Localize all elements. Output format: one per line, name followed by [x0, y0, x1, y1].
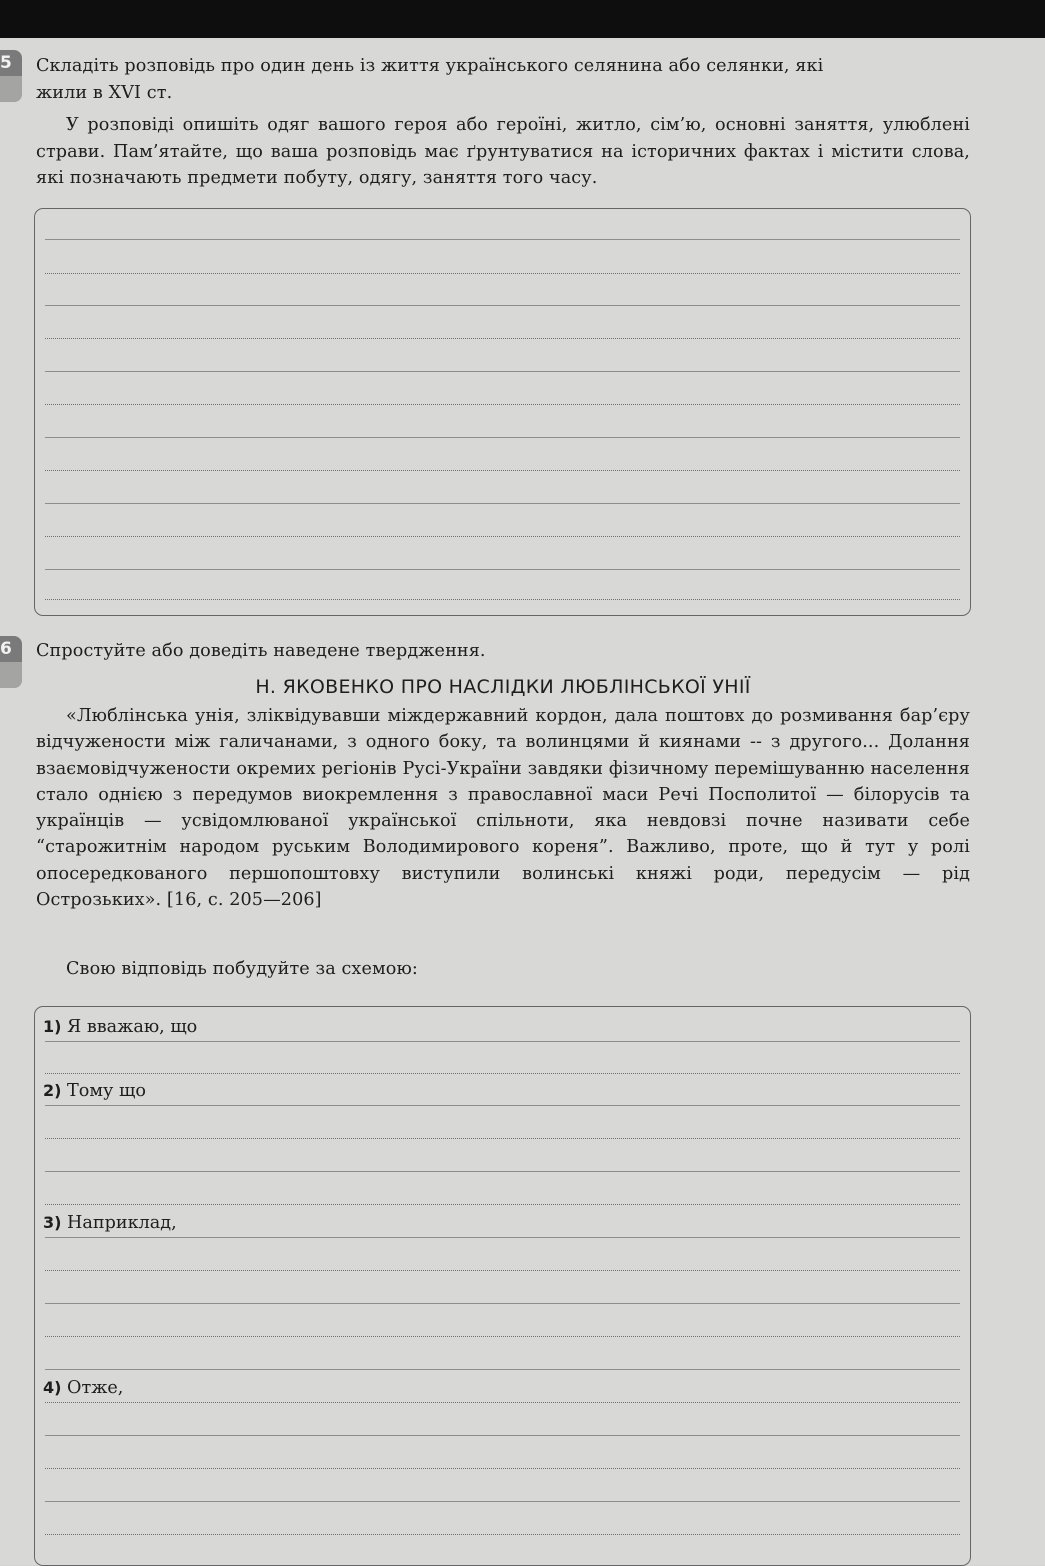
- answer-line: [45, 1237, 960, 1238]
- answer-line: [45, 569, 960, 570]
- task-6-instruction: Спростуйте або доведіть наведене твердження.: [36, 641, 486, 661]
- answer-line: [45, 404, 960, 405]
- answer-line: [45, 1138, 960, 1139]
- answer-line: [45, 1073, 960, 1074]
- answer-line: [45, 1468, 960, 1469]
- scheme-item-3: [43, 1213, 180, 1233]
- answer-line: [45, 1204, 960, 1205]
- scheme-item-2: [43, 1081, 149, 1101]
- quote-text: «Люблінська унія, зліквідувавши міждержавний кордон, дала поштовх до розмивання бар’єру відчужености між галичанами, з одного боку, та волинцями й киянами -- з другого... Долання взаємовідчужености окремих регіонів Русі-України завдяки фізичному перемішуванню населення стало однією з передумов виокремлення з православної маси Речі Посполитої — білорусів та українців — усвідомлюваної української спільноти, яка невдовзі почне називати себе “старожитнім народом руським Володимирового кореня”. Важливо, проте, що й тут у ролі опосередкованого першопоштовху виступили волинські княжі роди, передусім — рід Острозьких». [16, с. 205—206]: [36, 706, 970, 911]
- answer-line: [45, 371, 960, 372]
- task-marker-tab: [0, 662, 22, 688]
- scheme-item-1: [43, 1017, 200, 1037]
- answer-line: [45, 1501, 960, 1502]
- answer-line: [45, 338, 960, 339]
- answer-line: [45, 1435, 960, 1436]
- task-6-marker: [0, 636, 22, 688]
- task-5-prompt: [36, 53, 970, 106]
- answer-line: [45, 599, 960, 600]
- scheme-item-text: Я вважаю, що: [67, 1017, 198, 1037]
- quote-heading: Н. ЯКОВЕНКО ПРО НАСЛІДКИ ЛЮБЛІНСЬКОЇ УНІЇ: [255, 676, 751, 698]
- task-6-answer-box[interactable]: [34, 1006, 971, 1566]
- answer-line: [45, 239, 960, 240]
- task-5-number: 5: [0, 53, 12, 73]
- answer-line: [45, 305, 960, 306]
- top-dark-band: [0, 0, 1045, 38]
- answer-line: [45, 1171, 960, 1172]
- answer-line: [45, 1369, 960, 1370]
- task-5-prompt-line-1: Складіть розповідь про один день із життя українського селянина або селянки, які: [36, 56, 824, 76]
- answer-line: [45, 1336, 960, 1337]
- scheme-item-text: Отже,: [67, 1378, 124, 1398]
- task-6-number: 6: [0, 639, 12, 659]
- scheme-item-number: 1): [43, 1017, 62, 1036]
- scheme-item-number: 3): [43, 1213, 62, 1232]
- answer-line: [45, 1041, 960, 1042]
- scheme-intro: Свою відповідь побудуйте за схемою:: [66, 959, 418, 979]
- scheme-item-number: 4): [43, 1378, 62, 1397]
- workbook-page: [0, 38, 1045, 1565]
- task-5-description: У розповіді опишіть одяг вашого героя або героїні, житло, сім’ю, основні заняття, улюблені страви. Пам’ятайте, що ваша розповідь має ґрунтуватися на історичних фактах і містити слова, які позначають предмети побуту, одягу, заняття того часу.: [36, 115, 970, 188]
- scheme-item-number: 2): [43, 1081, 62, 1100]
- scheme-item-text: Наприклад,: [67, 1213, 177, 1233]
- answer-line: [45, 1105, 960, 1106]
- answer-line: [45, 536, 960, 537]
- answer-line: [45, 1270, 960, 1271]
- task-5-marker: [0, 50, 22, 102]
- task-marker-tab: [0, 76, 22, 102]
- task-5-answer-box[interactable]: [34, 208, 971, 616]
- answer-line: [45, 437, 960, 438]
- answer-line: [45, 470, 960, 471]
- answer-line: [45, 1402, 960, 1403]
- answer-line: [45, 273, 960, 274]
- scheme-item-4: [43, 1378, 126, 1398]
- scheme-item-text: Тому що: [67, 1081, 146, 1101]
- answer-line: [45, 1303, 960, 1304]
- answer-line: [45, 503, 960, 504]
- task-5-prompt-line-2: жили в XVI ст.: [36, 82, 173, 103]
- answer-line: [45, 1534, 960, 1535]
